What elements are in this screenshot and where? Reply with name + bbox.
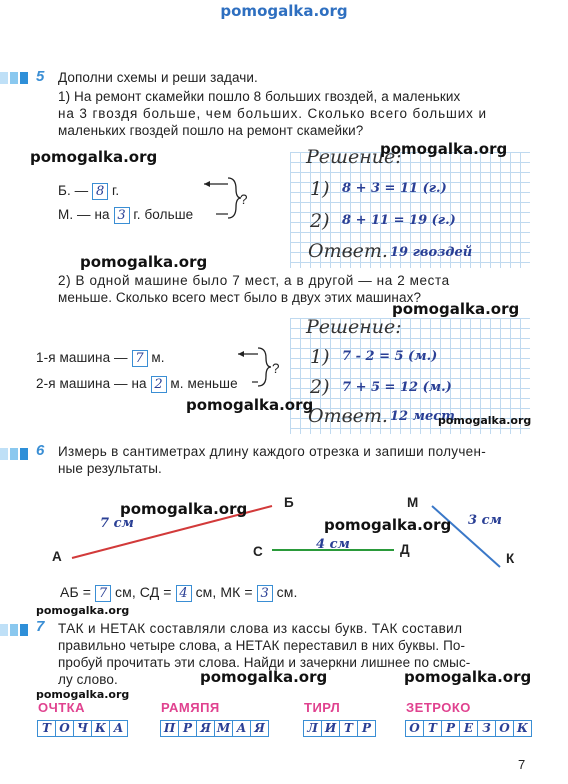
letter-cell[interactable]: Р [178, 720, 197, 737]
answer-box[interactable]: 8 [92, 183, 108, 200]
scheme-2-row-1 [36, 349, 165, 367]
point-label: К [506, 551, 515, 566]
scheme-unit: м. меньше [170, 376, 238, 391]
task-title: Дополни схемы и реши задачи. [58, 70, 258, 85]
question-mark: ? [240, 192, 248, 207]
result-label: АБ = [60, 584, 91, 600]
problem-2-line-1: 2) В одной машине было 7 мест, а в другой — на 2 места [58, 273, 450, 288]
answer-label: Ответ. [308, 240, 388, 262]
answer-box[interactable]: 3 [257, 585, 273, 602]
letter-cell[interactable]: О [405, 720, 424, 737]
letter-cell[interactable]: Ч [73, 720, 92, 737]
scheme-2-row-2 [36, 375, 238, 393]
top-watermark[interactable]: pomogalka.org [220, 2, 348, 20]
step-number: 1) [310, 346, 330, 368]
scheme-1-row-2 [58, 206, 193, 224]
task-number: 6 [36, 442, 45, 459]
letter-cell[interactable]: А [232, 720, 251, 737]
answer-cells[interactable] [405, 720, 531, 736]
segment-length: 7 см [100, 516, 134, 531]
letter-cell[interactable]: О [55, 720, 74, 737]
letter-cell[interactable]: Р [357, 720, 376, 737]
answer-cells[interactable] [160, 720, 268, 736]
problem-1-line-1: 1) На ремонт скамейки пошло 8 больших гвоздей, а маленьких [58, 89, 461, 104]
watermark[interactable]: pomogalka.org [30, 148, 158, 166]
watermark[interactable]: pomogalka.org [438, 414, 532, 427]
letter-cell[interactable]: Р [441, 720, 460, 737]
scrambled-word: ЗЕТРОКО [406, 700, 471, 715]
answer-text: 12 мест [390, 409, 455, 424]
problem-1-line-3: маленьких гвоздей пошло на ремонт скамейки? [58, 123, 364, 138]
task-text-line-4: лу слово. [58, 672, 118, 687]
letter-cell[interactable]: М [214, 720, 233, 737]
solution-step: 8 + 11 = 19 (г.) [342, 213, 456, 228]
letter-cell[interactable]: Л [303, 720, 322, 737]
task-marker [0, 72, 28, 84]
answer-box[interactable]: 2 [151, 376, 167, 393]
task-number: 7 [36, 618, 45, 635]
solution-title: Решение: [306, 316, 402, 338]
letter-cell[interactable]: К [513, 720, 532, 737]
task-marker [0, 624, 28, 636]
watermark[interactable]: pomogalka.org [380, 140, 508, 158]
point-label: Б [284, 495, 294, 510]
step-number: 2) [310, 376, 330, 398]
scrambled-word: ОЧТКА [38, 700, 86, 715]
watermark[interactable]: pomogalka.org [120, 500, 248, 518]
task-text-line-2: правильно четыре слова, а НЕТАК переставил в них буквы. По- [58, 638, 466, 653]
point-label: С [253, 544, 263, 559]
task-marker [0, 448, 28, 460]
point-label: Д [400, 542, 410, 557]
scheme-unit: м. [151, 350, 165, 365]
result-label: см, СД = [115, 584, 172, 600]
scheme-unit: г. [111, 183, 120, 198]
task-text-line-1: Измерь в сантиметрах длину каждого отрезка и запиши получен- [58, 444, 487, 459]
point-label: А [52, 549, 62, 564]
scheme-unit: г. больше [133, 207, 194, 222]
answer-cells[interactable] [303, 720, 375, 736]
point-label: М [407, 495, 419, 510]
watermark[interactable]: pomogalka.org [200, 668, 328, 686]
segment-length: 4 см [316, 537, 350, 552]
task-number: 5 [36, 68, 45, 85]
letter-cell[interactable]: А [109, 720, 128, 737]
answer-label: Ответ. [308, 405, 388, 427]
scheme-1-row-1 [58, 182, 119, 200]
answer-box[interactable]: 7 [95, 585, 111, 602]
letter-cell[interactable]: З [477, 720, 496, 737]
task-text-line-2: ные результаты. [58, 461, 162, 476]
solution-step: 7 - 2 = 5 (м.) [342, 349, 438, 364]
answer-cells[interactable] [37, 720, 127, 736]
step-number: 1) [310, 178, 330, 200]
watermark[interactable]: pomogalka.org [392, 300, 520, 318]
scrambled-word: РАМЯПЯ [161, 700, 220, 715]
letter-cell[interactable]: П [160, 720, 179, 737]
watermark[interactable]: pomogalka.org [324, 516, 452, 534]
scheme-label: 1-я машина — [36, 350, 128, 365]
solution-step: 7 + 5 = 12 (м.) [342, 380, 452, 395]
letter-cell[interactable]: О [495, 720, 514, 737]
letter-cell[interactable]: Я [250, 720, 269, 737]
answer-box[interactable]: 3 [114, 207, 130, 224]
letter-cell[interactable]: Я [196, 720, 215, 737]
letter-cell[interactable]: И [321, 720, 340, 737]
result-unit: см. [276, 584, 298, 600]
scrambled-word: ТИРЛ [304, 700, 341, 715]
letter-cell[interactable]: К [91, 720, 110, 737]
problem-1-line-2: на 3 гвоздя больше, чем больших. Сколько всего больших и [58, 106, 487, 121]
answer-box[interactable]: 4 [176, 585, 192, 602]
watermark[interactable]: pomogalka.org [404, 668, 532, 686]
solution-step: 8 + 3 = 11 (г.) [342, 181, 447, 196]
letter-cell[interactable]: Т [339, 720, 358, 737]
watermark[interactable]: pomogalka.org [80, 253, 208, 271]
watermark[interactable]: pomogalka.org [36, 604, 130, 617]
task-text-line-1: ТАК и НЕТАК составляли слова из кассы букв. ТАК составил [58, 621, 463, 636]
task-text-line-3: пробуй прочитать эти слова. Найди и зачеркни лишнее по смыс- [58, 655, 471, 670]
scheme-label: 2-я машина — на [36, 376, 147, 391]
letter-cell[interactable]: Е [459, 720, 478, 737]
scheme-label: М. — на [58, 207, 110, 222]
segment-length: 3 см [468, 513, 502, 528]
result-label: см, МК = [195, 584, 253, 600]
step-number: 2) [310, 210, 330, 232]
problem-2-line-2: меньше. Сколько всего мест было в двух этих машинах? [58, 290, 422, 305]
measurement-results [60, 584, 297, 602]
page-number: 7 [518, 757, 526, 772]
question-mark: ? [272, 361, 280, 376]
letter-cell[interactable]: Т [423, 720, 442, 737]
watermark[interactable]: pomogalka.org [186, 396, 314, 414]
scheme-label: Б. — [58, 183, 89, 198]
answer-box[interactable]: 7 [132, 350, 148, 367]
letter-cell[interactable]: Т [37, 720, 56, 737]
solution-title: Решение: [306, 146, 402, 168]
answer-text: 19 гвоздей [390, 245, 473, 260]
watermark[interactable]: pomogalka.org [36, 688, 130, 701]
